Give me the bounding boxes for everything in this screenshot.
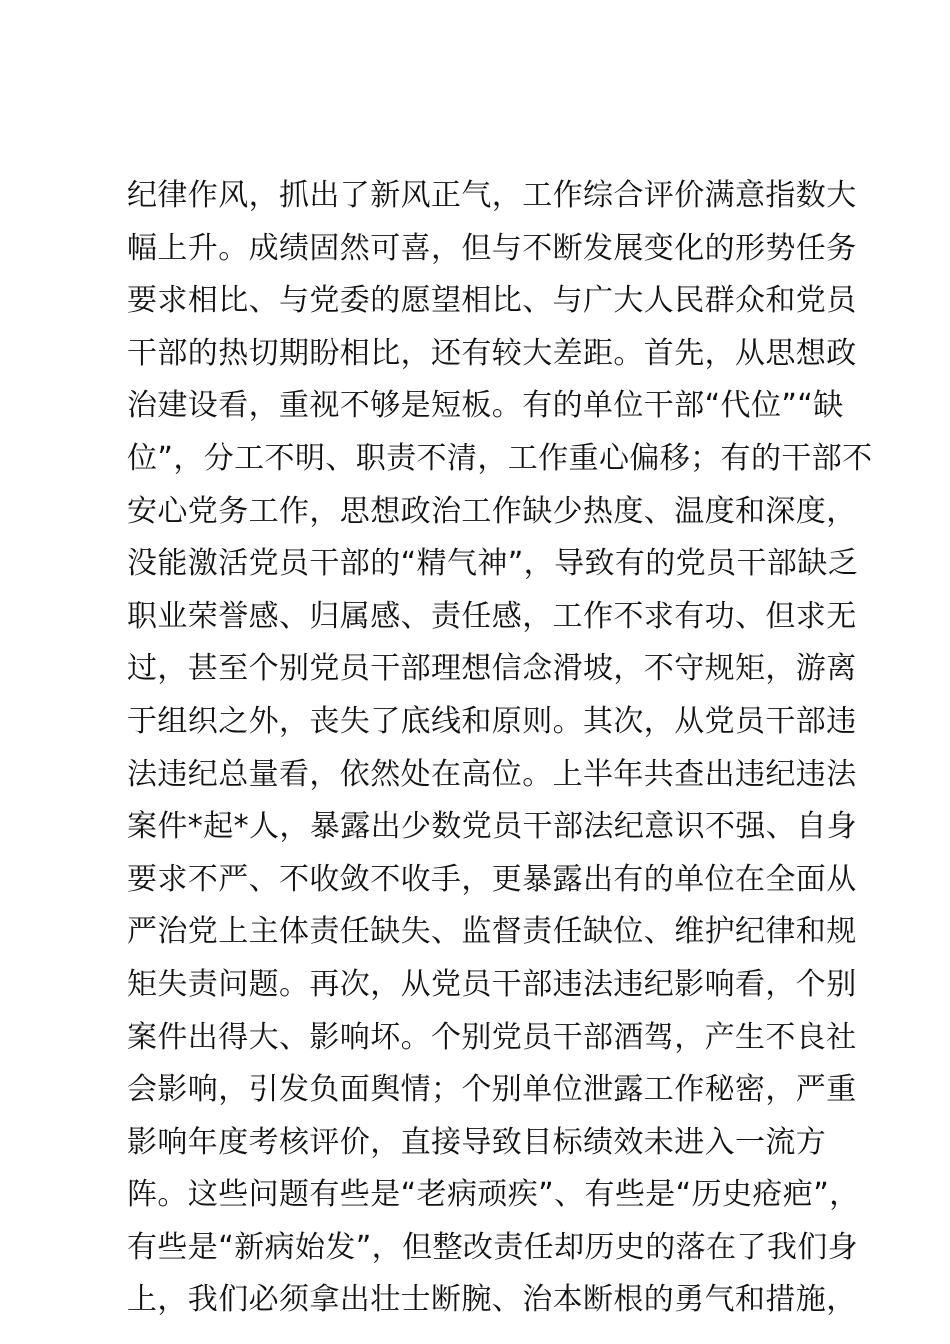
text-line: 要求不严、不收敛不收手，更暴露出有的单位在全面从	[127, 861, 857, 897]
text-line: 没能激活党员干部的“精气神”，导致有的党员干部缺乏	[127, 546, 859, 582]
text-line: 影响年度考核评价，直接导致目标绩效未进入一流方	[127, 1124, 827, 1160]
text-line: 纪律作风，抓出了新风正气，工作综合评价满意指数大	[127, 178, 857, 213]
text-line: 治建设看，重视不够是短板。有的单位干部“代位”“缺	[127, 388, 844, 424]
text-line: 安心党务工作，思想政治工作缺少热度、温度和深度，	[127, 493, 857, 529]
text-line: 于组织之外，丧失了底线和原则。其次，从党员干部违	[127, 703, 857, 739]
text-line: 案件*起*人，暴露出少数党员干部法纪意识不强、自身	[127, 809, 857, 845]
text-line: 严治党上主体责任缺失、监督责任缺位、维护纪律和规	[127, 914, 857, 950]
text-line: 法违纪总量看，依然处在高位。上半年共查出违纪违法	[127, 756, 857, 792]
text-line: 有些是“新病始发”，但整改责任却历史的落在了我们身	[127, 1229, 859, 1265]
text-line: 上，我们必须拿出壮士断腕、治本断根的勇气和措施，	[127, 1282, 857, 1318]
text-line: 案件出得大、影响坏。个别党员干部酒驾，产生不良社	[127, 1019, 857, 1055]
text-line: 要求相比、与党委的愿望相比、与广大人民群众和党员	[127, 283, 857, 319]
text-line: 过，甚至个别党员干部理想信念滑坡，不守规矩，游离	[127, 651, 857, 687]
text-line: 会影响，引发负面舆情；个别单位泄露工作秘密，严重	[127, 1072, 857, 1108]
text-line: 幅上升。成绩固然可喜，但与不断发展变化的形势任务	[127, 230, 857, 266]
text-line: 干部的热切期盼相比，还有较大差距。首先，从思想政	[127, 335, 857, 371]
text-line: 职业荣誉感、归属感、责任感，工作不求有功、但求无	[127, 598, 857, 634]
body-paragraph	[127, 170, 873, 1327]
text-line: 矩失责问题。再次，从党员干部违法违纪影响看，个别	[127, 966, 857, 1002]
text-line: 位”，分工不明、职责不清，工作重心偏移；有的干部不	[127, 440, 873, 476]
text-line: 阵。这些问题有些是“老病顽疾”、有些是“历史疮疤”，	[127, 1177, 860, 1213]
